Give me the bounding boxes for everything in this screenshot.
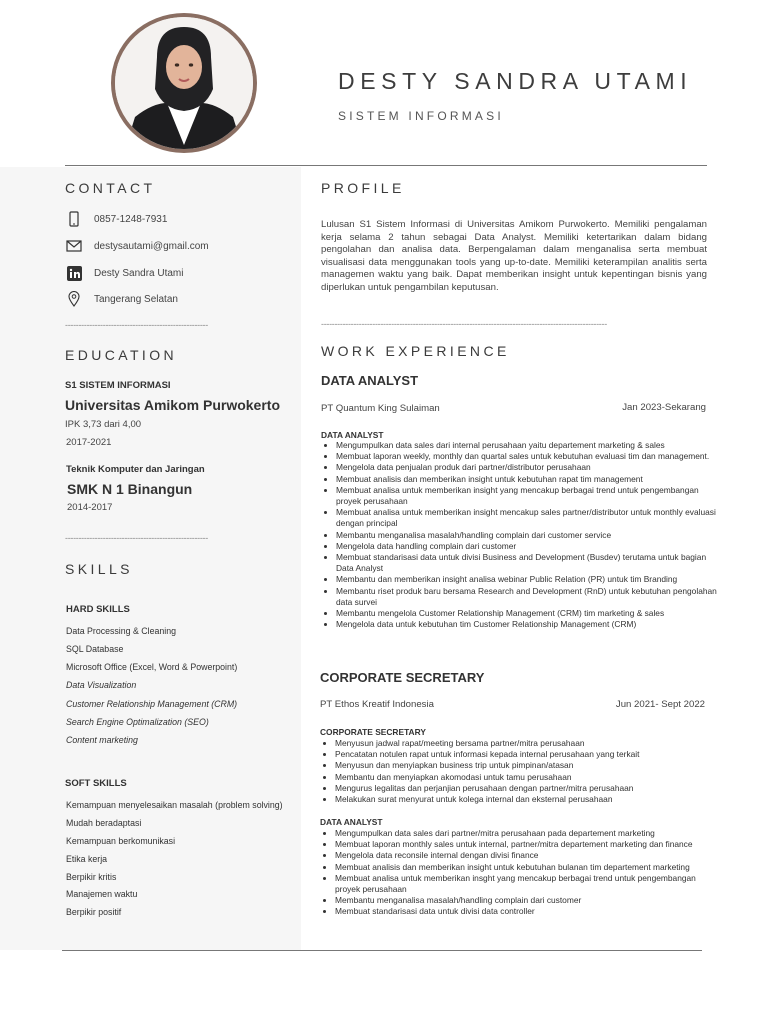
soft-skill-item: Etika kerja xyxy=(66,854,108,864)
contact-phone xyxy=(65,210,167,228)
job-bullet: • Membuat analisa untuk memberikan insght yang mencakup berbagai trend untuk pengembangan proyek perusahaan xyxy=(335,873,721,895)
profile-photo xyxy=(111,13,257,153)
education-school: SMK N 1 Binangun xyxy=(67,481,193,497)
job-bullet: • Pencatatan notulen rapat untuk informasi kepada internal perusahaan yang terkait xyxy=(335,749,721,760)
job-company: PT Quantum King Sulaiman xyxy=(321,403,440,414)
divider-segment: ----------------------------------------------------- xyxy=(463,319,607,329)
soft-skill-item: Berpikir positif xyxy=(66,907,122,917)
education-program: Teknik Komputer dan Jaringan xyxy=(66,464,205,475)
job-bullet: • Membuat analisis dan memberikan insight untuk kebutuhan rapat tim management xyxy=(336,474,722,485)
soft-skill-item: Manajemen waktu xyxy=(66,889,138,899)
hard-skill-item: Data Processing & Cleaning xyxy=(66,626,177,636)
job-bullet: • Membuat standarisasi data untuk divisi data controller xyxy=(335,906,721,917)
job-bullet: • Menyusun dan menyiapkan business trip untuk pimpinan/atasan xyxy=(335,760,721,771)
soft-skills-title: SOFT SKILLS xyxy=(65,778,127,789)
hard-skills-title: HARD SKILLS xyxy=(66,604,130,615)
job-bullet: • Mengelola data penjualan produk dari partner/distributor perusahaan xyxy=(336,462,722,473)
job-role-label: DATA ANALYST xyxy=(320,817,383,827)
contact-email xyxy=(65,237,209,255)
education-detail: IPK 3,73 dari 4,00 xyxy=(65,419,142,430)
hard-skill-item: Content marketing xyxy=(66,735,138,745)
job-bullet: • Membantu menganalisa masalah/handling complain dari customer xyxy=(335,895,721,906)
job-bullet: • Membuat laporan monthly sales untuk internal, partner/mitra departement marketing dan finance xyxy=(335,839,721,850)
job-bullet: • Mengelola data handling complain dari customer xyxy=(336,541,722,552)
sidebar-divider: ----------------------------------------------------- xyxy=(65,320,208,330)
job-bullet: • Membantu menganalisa masalah/handling complain dari customer service xyxy=(336,530,722,541)
job-bullet: • Membantu dan menyiapkan akomodasi untuk tamu perusahaan xyxy=(335,772,721,783)
contact-location-text: Tangerang Selatan xyxy=(94,293,178,305)
job-bullet: • Membantu riset produk baru bersama Research and Development (RnD) untuk kebutuhan pengolahan data survei xyxy=(336,586,722,608)
work-experience-title: WORK EXPERIENCE xyxy=(321,343,510,359)
person-illustration xyxy=(115,17,253,149)
header-divider xyxy=(65,165,707,166)
job-bullet: • Membuat analisis dan memberikan insight untuk kebutuhan bulanan tim departement marketing xyxy=(335,862,721,873)
education-title: EDUCATION xyxy=(65,347,178,363)
soft-skill-item: Kemampuan menyelesaikan masalah (problem solving) xyxy=(66,800,283,810)
job-bullet: • Membuat analisa untuk memberikan insight yang mencakup berbagai trend untuk pengembangan proyek perusahaan xyxy=(336,485,722,507)
job-bullet: • Menyusun jadwal rapat/meeting bersama partner/mitra perusahaan xyxy=(335,738,721,749)
main-divider xyxy=(321,319,707,329)
profile-title: PROFILE xyxy=(321,180,405,196)
candidate-subtitle: SISTEM INFORMASI xyxy=(338,109,504,123)
job-company: PT Ethos Kreatif Indonesia xyxy=(320,699,434,710)
job-bullet: • Melakukan surat menyurat untuk kolega internal dan eksternal perusahaan xyxy=(335,794,721,805)
job-title: DATA ANALYST xyxy=(321,373,419,388)
footer-divider xyxy=(62,950,702,951)
contact-title: CONTACT xyxy=(65,180,156,196)
sidebar xyxy=(0,167,301,950)
soft-skill-item: Berpikir kritis xyxy=(66,872,117,882)
candidate-name: DESTY SANDRA UTAMI xyxy=(338,68,693,94)
divider-segment: ----------------------------------------------------- xyxy=(321,319,464,329)
hard-skill-item: Search Engine Optimalization (SEO) xyxy=(66,717,209,727)
job-bullet: • Membuat standarisasi data untuk divisi Business and Development (Busdev) terutama untuk bagian Data Analyst xyxy=(336,552,722,574)
education-program: S1 SISTEM INFORMASI xyxy=(65,380,171,391)
linkedin-icon xyxy=(65,264,83,282)
sidebar-divider: ----------------------------------------------------- xyxy=(65,533,208,543)
job-bullets xyxy=(322,440,722,630)
contact-linkedin-text: Desty Sandra Utami xyxy=(94,267,184,279)
job-bullet: • Membuat analisa untuk memberikan insight mencakup sales partner/distributor untuk monthly evaluasi dengan principal xyxy=(336,507,722,529)
job-bullet: • Membuat laporan weekly, monthly dan quartal sales untuk kebutuhan evaluasi tim dan management. xyxy=(336,451,722,462)
contact-linkedin xyxy=(65,264,183,282)
job-date: Jan 2023-Sekarang xyxy=(622,402,706,413)
education-school: Universitas Amikom Purwokerto xyxy=(65,397,280,413)
job-bullet: • Mengumpulkan data sales dari partner/mitra perusahaan pada departement marketing xyxy=(335,828,721,839)
contact-email-text: destysautami@gmail.com xyxy=(94,240,209,252)
education-years: 2017-2021 xyxy=(66,437,112,448)
skills-title: SKILLS xyxy=(65,561,133,577)
job-bullet: • Mengelola data untuk kebutuhan tim Customer Relationship Management (CRM) xyxy=(336,619,722,630)
job-bullet: • Membantu mengelola Customer Relationship Management (CRM) tim marketing & sales xyxy=(336,608,722,619)
job-bullets xyxy=(321,828,721,918)
job-role-label: DATA ANALYST xyxy=(321,430,384,440)
hard-skill-item: Microsoft Office (Excel, Word & Powerpoint) xyxy=(66,662,238,672)
education-years: 2014-2017 xyxy=(67,502,113,513)
hard-skill-item: SQL Database xyxy=(66,644,124,654)
job-bullet: • Membantu dan memberikan insight analisa webinar Public Relation (PR) untuk tim Branding xyxy=(336,574,722,585)
job-bullet: • Mengelola data reconsile internal dengan divisi finance xyxy=(335,850,721,861)
location-pin-icon xyxy=(65,290,83,308)
profile-text: Lulusan S1 Sistem Informasi di Universitas Amikom Purwokerto. Memiliki pengalaman kerja selama 2 tahun sebagai Data Analyst. Memiliki ketertarikan dalam bidang pengolahan dan analisa data. Berpengalaman dalam menganalisa serta membuat visualisasi data menggunakan tools yang up-to-date. Memiliki keterampilan analitis serta managemen waktu yang baik. Dapat memberikan insight untuk kepentingan bisnis yang diperlukan untuk pengambilan keputusan. xyxy=(321,219,707,293)
job-bullet: • Mengumpulkan data sales dari internal perusahaan yaitu departement marketing & sales xyxy=(336,440,722,451)
mail-icon xyxy=(65,237,83,255)
job-date: Jun 2021- Sept 2022 xyxy=(615,699,705,710)
contact-location xyxy=(65,290,178,308)
hard-skill-item: Customer Relationship Management (CRM) xyxy=(66,699,238,709)
job-role-label: CORPORATE SECRETARY xyxy=(320,727,426,737)
hard-skill-item: Data Visualization xyxy=(66,680,137,690)
job-bullet: • Mengurus legalitas dan perjanjian perusahaan dengan partner/mitra perusahaan xyxy=(335,783,721,794)
soft-skill-item: Kemampuan berkomunikasi xyxy=(66,836,176,846)
soft-skill-item: Mudah beradaptasi xyxy=(66,818,142,828)
contact-phone-text: 0857-1248-7931 xyxy=(94,213,168,225)
job-title: CORPORATE SECRETARY xyxy=(320,670,485,685)
job-bullets xyxy=(321,738,721,805)
phone-icon xyxy=(65,210,83,228)
